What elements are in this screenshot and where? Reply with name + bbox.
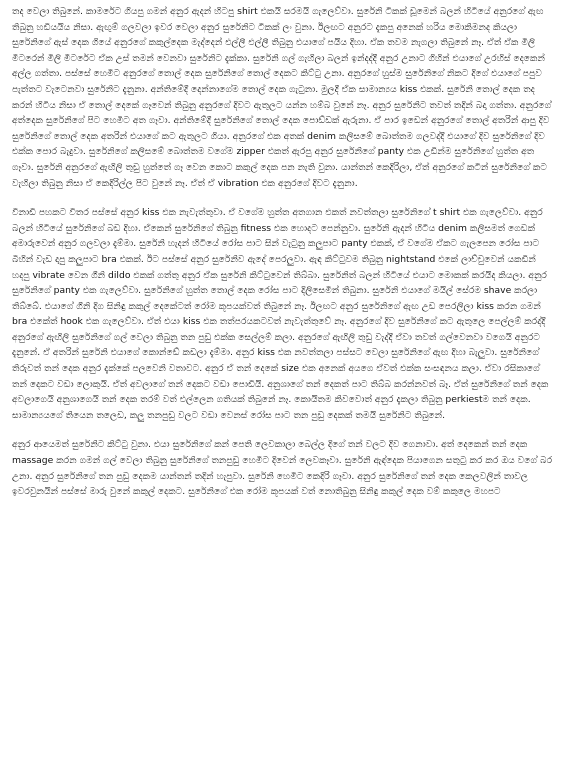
story-paragraph-2: විනාඩි පහකට විතර පස්සේ අනුර kiss එක නැවැත්තුවා. ඒ වගේම හුත්ත අතගාන එකත් නවත්තලා සුරේනිගේ t shirt එක ගැලෙව්වා. අනුර බලන් හිටියේ සුරේනිගේ බඩ දිහා. ඒකෙන් සුරේනිගේ තිබුනු fitness එක හොදට පෙන්නුවා. සුරේනි ඇදන් හිටිය denim කලිසමත් ගෙඩක් අමාරුවෙන් අනුර ගලවලා දැම්මා. සුරේනි හැදන් හිටියේ රෝස පාට සින් වැටුනු කලුපාට panty එකක්, ඒ වගේම ඒකට ගැලපෙන රෝස පාට බිහින් වැඩ දාපු කලුපාට bra එකක්. ඊට පස්සේ අනුර සුරේනිව ඇදේ පෙරලුවා. ඇඳ කිට්ටුවම තිබුනු nightstand එකේ ලාච්චුවෙන් යකඩින් හදපු vibrate වෙන ගීනි dildo එකක් ගත්තු අනුර ඒක සුරේනි කිට්ටුවෙන් තිබ්බා. සුරේනිත් බලන් හිටියේ එයාට මොකක් කරයිද කියලා. අනුර සුරේනිගේ panty එක ගැලෙව්වා. සුරේනිගේ හුත්ත තොල් දෙක රෝස පාට දිලිසෙමින් තිබුනා. සුරේනි එයාගේ මයිල් සේරම shave කරලා තිබ්බේ. එයාගේ ගීනි දිග සිනිඳු කකුල් දෙකේටත් රෝම කූපයක්වත් තිබුනේ නෑ. ඊලඟට අනුර සුරේනිගේ ඇඟ උඩ පෙරලිලා kiss කරන ගමන් bra එකේත් hook එක ගැලෙව්වා. ඒත් එයා kiss එක තත්පරයකටවත් නැවැත්තුවේ නෑ. අනුරගේ දිව සුරේනිගේ කට ඇතුලෙ පෙල්ලම් කරද්දී අනුරගේ ඇඟිලි සුරේනිගේ ගල් වෙලා තිබුනු තන පුඩු එක්ක සෙල්ලම් කලා. අනුරගේ ඇඟිලි තුඩු වැද්දී ඒවා තවත් ගල්වෙනවා වගෙයි අනුරට දැනුනේ. ඒ අතරින් සුරේනි එයාගේ කොන්ඩේ කඩලා දැම්මා. අනුර kiss එක නවත්තලා පස්සට වෙලා සුරේනිගේ ඇඟ දිහා බැලුවා. සුරේනිගේ තිරුවත් තන් දෙක අනුර දැක්කේ පලවෙනි වතාවට. අනුර ඒ තන් දෙකේ size එක අනෙක් අයගෙ ඒවත් එක්ක සංසඳනය කලා. ඒවා රසිකාගේ තන් දෙකට වඩා ලොකුයි. ඒත් අවලාගේ තන් දෙකට වඩා පොඩියි. අනුශාගේ තන් දෙකත් පාට තිබ්බ කරන්නවත් බෑ. ඒත් සුරේනිගේ තන් දෙක අවලාගෙයි අනුශාගෙයි තන් දෙක තරම් වත් එල්ලෙන ගතියක් තිබුනේ නෑ. කොයිතම කිවවොත් අනුර දැකලා තිබුනු perkiestම තන් දෙක. සාමාන්‍යයගේ තියෙන තලෙඩ, කලු තනපුඩු වලට වඩා වෙනස් රෝස පාට තන පුඩු දෙකක් තමයි සුරේනිට තිබුනේ. xyxy=(12,207,549,421)
story-paragraph-3: අනුර ආයෙමත් සුරේනිට කිට්ටු වුනා. එයා සුරේනිගේ කන් පෙති ලෙවකාලා බෙල්ල දිගේ තන් වලට දිව ගෙනාවා. අත් දෙකෙන් තන් දෙක massage කරන ගමන් ගල් වෙලා තිබුනු සුරේනිගේ තනපුඩු හෙමිට දිවෙන් ලෙවකෑවා. සුරේනි ඇඳ්දෙක පියාගෙන සතුටු කර කර ඔය වගේ බර උනා. අනුර සුරේනිගේ තන පුඩු දෙකම යාන්තන් තදින් හැපුවා. සුරේනි හෙමිට කෙදිරි ගෑවා. අනුර සුරේනිගේ තන් දෙක කෙලවලින් තාවල ඉවරවුනයින් පස්සේ මාරු වුනේ කකුල් දෙකට. සුරේනිගේ එක රෝම කූපයක් වත් නොතිබුනු සිනිඳු කකුල් දෙක වම් කකුලෙ මහපට xyxy=(12,439,553,498)
story-paragraph-1: තද වෙලා තිබුනේ. කාමරේට ගියපු ගමන් අනුර ඇදන් හිටපු shirt එකයි සරමයි ගැලෙව්වා. සුරේනි ටිකක් ඩූමෙන් බලන් හිටියේ අනුරගේ ඇඟ තිබුනු හඩියයිය නිසා. ඇඟුම් ගලවලා ඉවර වෙලා අනුර සුරේනිට ටිකක් ලං වුනා. ඊලඟට අනුරට දැකපු අනෙක් හරිය මොකිමනද කියලා සුරේනිගේ ඇස් දෙක ගියේ අනුරගේ කකුල්දෙක මැද්දෙන් එල්ලී එල්ලී තිබුනු එයාගේ පයිය දිහා. ඒක තවම නැගලා තිබුනේ නෑ. ඒත් ඒක මිලි මීටරෙන් මිලි මීටරේට ඒක උස් තමන් වෙනවා සුරේනිට දැක්කා. සුරේනි ගල් ගැහිලා බලන් ඉන්දද්දී අනුර උනාට ගිහින් එයාගේ උරහිස් දෙකෙන් අල්ල ගත්තා. පස්සේ හෙමිට අනුරගේ තොල් දෙක සුරේනිගේ තොල් දෙකට කිට්ටු උනා. අනුරගේ හුස්ම සුරේනිගේ නිකට දිගේ එයාගේ පපුව පැත්තට වැටෙනවා සුරේනිට දැනුනා. අන්තිමේදී දෙන්නාගේම තොල් දෙක ගැටුනා. මුලදී ඒක සාමාන්‍යය kiss එකක්. සුරේනි තොල් දෙක තද කරන් හිටිය නිසා ඒ තොල් දෙකේ ගෑවෙන් තිබුනු අනුරගේ දිවට ඇතුලට යන්න හම්බ වුනේ නෑ. අනුර සුරේනිට තවත් තදින් බදා ගත්තා. අනුරගේ අත්දෙක සුරේනිගේ පිට හෙමිට අත ගෑවා. අන්තිමේදී සුරේනිගේ තොල් දෙක පොඩ්ඩක් ඇරුනා. ඒ පාර ඉඩෙන් අනුරගේ තොල් අතරින් ආපු දිව සුරේනිගේ තොල් දෙක අතරින් එයාගේ කට ඇතුලට ගියා. අනුරගේ එක අතක් denim කලිසමේ බොත්තම ගලවද්දී එයාගේ දිව සුරේනිගේ දිව එක්ක පොර බැදුවා. සුරේනිගේ කලිසමේ බොත්තම වගේම zipper එකත් ඇරපු අනුර සුරේනිගේ panty එක උඩින්ම සුරේනිගේ හුත්ත අත ගෑවා. සුරේනි අනුරගේ ඇඟිලි තුඩු හුත්තේ ගෑ වෙන කොට කකුල් දෙක පන නැති වුනා. යාන්තන් කෙදිරිලා, ඒත් අනුරගේ කටින් සුරේනිගේ කට වැහිලා තිබුනු නිසා ඒ කෙදිරිල්ල පිට වුනේ නෑ. ඒත් ඒ vibration එක අනුරගේ දිවට දැනුනා. xyxy=(12,6,552,189)
